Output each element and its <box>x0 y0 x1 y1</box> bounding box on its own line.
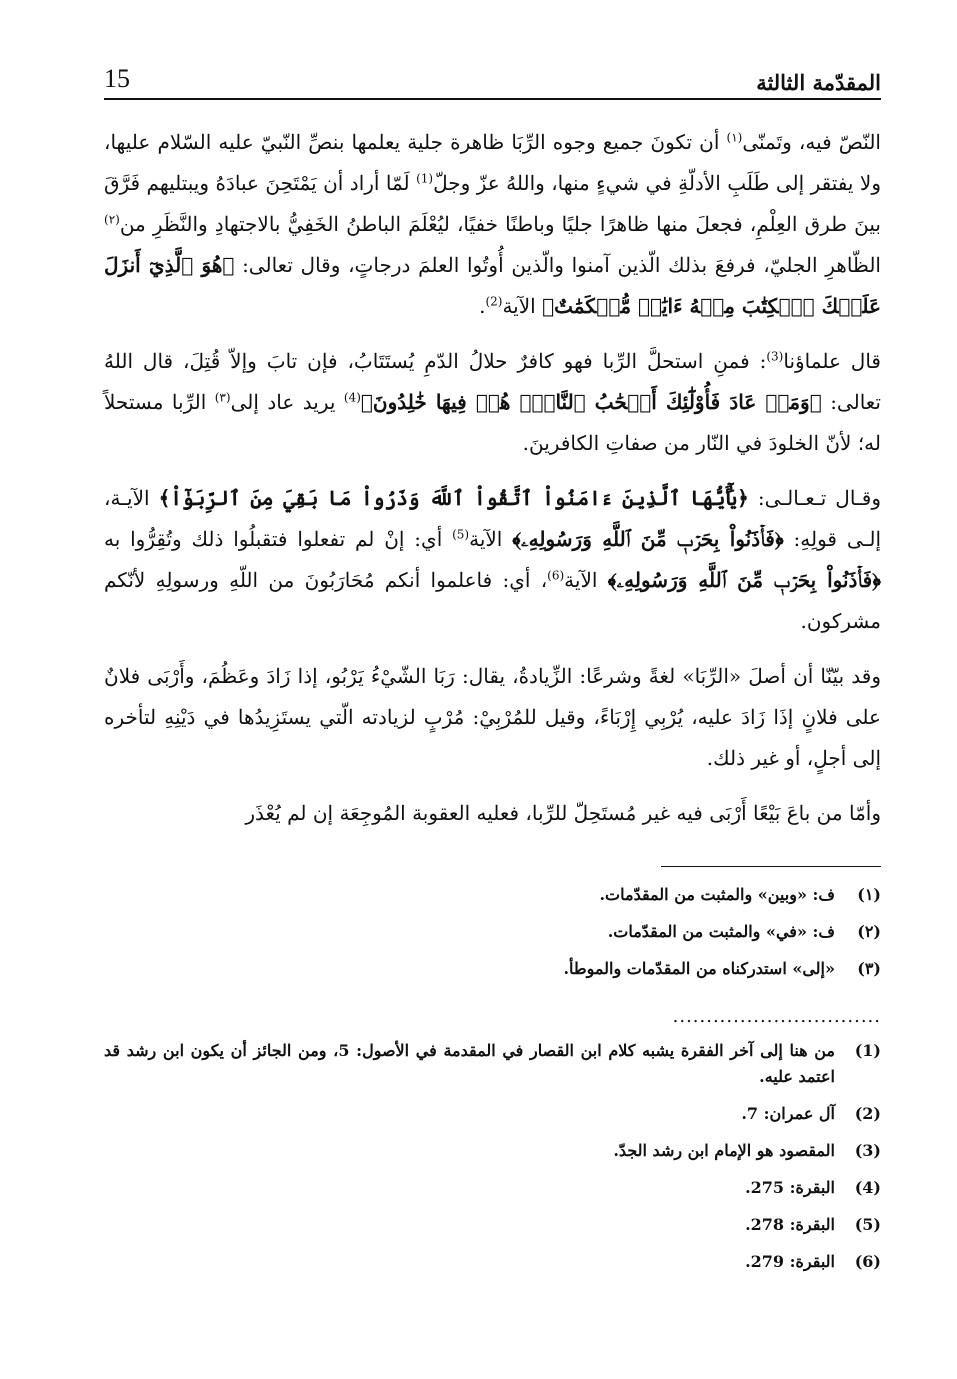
text-run: لَمّا أراد أن يَمْتَحِنَ عبادَهُ ويبتليهم فَرَّقَ بينَ طرق العِلْمِ، فجعلَ منها ظاهرًا جليًا وباطنًا خفيًا، ليُعْلَمَ الباطنُ الخَفِيُّ بالاجتهادِ والنَّظَرِ من <box>104 171 881 236</box>
running-header <box>104 64 881 100</box>
quran-verse: ﴿هُوَ ٱلَّذِيٓ أَنزَلَ عَلَيۡكَ ٱلۡكِتَٰبَ مِنۡهُ ءَايَٰتٞ مُّحۡكَمَٰتٌ﴾ <box>104 253 881 318</box>
footnote-ref: (1) <box>416 171 434 186</box>
text-run: أن تكونَ جميع وجوه الرِّبَا ظاهرة جلية يعلمها بنصِّ النّبيّ عليه السّلام عليها، ولا يفتقر إلى طَلَبِ الأدلّةِ في شيءٍ منها، واللهُ عزّ وجلّ <box>104 130 881 195</box>
quran-verse: ﴿وَمَنۡ عَادَ فَأُوْلَٰٓئِكَ أَصۡحَٰبُ ٱلنَّارِۖ هُمۡ فِيهَا خَٰلِدُونَ﴾ <box>360 390 822 414</box>
text-run: الظّاهرِ الجليّ، فرفعَ بذلك الّذين آمنوا والّذين أُوتُوا العلمَ درجاتٍ، وقال تعالى: <box>234 253 881 277</box>
text-run: الآية <box>469 527 513 551</box>
footnote-number: (1) <box>854 1041 881 1060</box>
editor-footnotes <box>104 1038 881 1286</box>
footnote-ref: (2) <box>485 294 503 309</box>
footnote-ref: (5) <box>452 527 470 542</box>
footnote-text: البقرة: 279. <box>745 1252 835 1271</box>
chapter-title: المقدّمة الثالثة <box>756 70 881 95</box>
footnote-number: (6) <box>854 1252 881 1271</box>
footnote-text: ف: «وبين» والمثبت من المقدّمات. <box>599 885 835 904</box>
text-run: الآية <box>564 568 608 592</box>
footnote-number: (٢) <box>857 922 881 941</box>
text-run: قال علماؤنا <box>783 349 881 373</box>
footnote-number: (٣) <box>857 959 881 978</box>
footnote-text: آل عمران: 7. <box>741 1104 835 1123</box>
footnote-ref: (6) <box>547 568 565 583</box>
footnote-number: (5) <box>854 1215 881 1234</box>
footnote-text: البقرة: 278. <box>745 1215 835 1234</box>
text-run: ، أي: فاعلموا أنكم مُحَارَبُونَ من اللّهِ ورسولِهِ لأنّكم مشركون. <box>104 568 881 633</box>
text-run: الآية <box>502 294 543 318</box>
paragraph-4: وقد بيّنّا أن أصلَ «الرِّبَا» لغةً وشرعًا: الزِّيادةُ، يقال: رَبَا الشّيْءُ يَرْبُو، إذا زَادَ وعَظُمَ، وأَرْبَى فلانٌ على فلانٍ إذَا زَادَ عليه، يُرْبِي إِرْبَاءً، وقيل للمُرْبِيْ: مُرْبٍ لزيادته الّتي يستَزِيدُها في دَيْنِهِ لتأخره إلى أجلٍ، أو غير ذلك. <box>104 664 881 770</box>
text-run: الآيـة، إلـى قولِهِ: <box>104 486 882 551</box>
footnote-text: ف: «في» والمثبت من المقدّمات. <box>607 922 835 941</box>
footnote <box>104 1249 881 1275</box>
paragraph-1 <box>104 122 881 327</box>
manuscript-footnotes <box>104 882 881 993</box>
footnote-ref: (4) <box>343 390 361 405</box>
quran-verse: ﴿يَٰٓأَيُّهَا ٱلَّذِينَ ءَامَنُواْ ٱتَّقُواْ ٱللَّهَ وَذَرُواْ مَا بَقِيَ مِنَ ٱلرِّبَوٰٓاْ﴾ <box>158 486 749 510</box>
main-text <box>104 122 881 848</box>
footnote-text: «إلى» استدركناه من المقدّمات والموطأ. <box>563 959 835 978</box>
footnote <box>104 1138 881 1164</box>
footnote-number: (2) <box>854 1104 881 1123</box>
footnote <box>104 956 881 982</box>
text-run: : فمنِ استحلَّ الرِّبا فهو كافرٌ حلالُ الدّمِ يُستَتَابُ، فإن تابَ وإلاّ قُتِلَ، قال اللهُ تعالى: <box>104 349 882 414</box>
footnote-text: البقرة: 275. <box>745 1178 835 1197</box>
paragraph-3 <box>104 478 881 642</box>
footnote-text: من هنا إلى آخر الفقرة يشبه كلام ابن القصار في المقدمة في الأصول: 5، ومن الجائز أن يكون ابن رشد قد اعتمد عليه. <box>104 1041 836 1086</box>
footnote-number: (3) <box>854 1141 881 1160</box>
footnote-ref: (٣) <box>214 390 231 405</box>
footnote-ref: (٢) <box>104 212 120 227</box>
paragraph-5: وأمّا من باعَ بَيْعًا أَرْبَى فيه غير مُستَحِلّ للرِّبا، فعليه العقوبة المُوجِعَة إن لم يُعْذَر <box>245 801 881 825</box>
text-run: . <box>479 294 486 318</box>
footnote-text: المقصود هو الإمام ابن رشد الجدّ. <box>613 1141 835 1160</box>
footnote <box>104 1212 881 1238</box>
quran-verse: ﴿فَأۡذَنُواْ بِحَرۡبٖ مِّنَ ٱللَّهِ وَرَسُولِهِۦ﴾ <box>607 568 881 592</box>
text-run: النّصّ فيه، وتَمنّى <box>742 130 881 154</box>
footnote <box>104 919 881 945</box>
footnote-number: (4) <box>854 1178 881 1197</box>
paragraph-2 <box>104 341 881 464</box>
footnote <box>104 882 881 908</box>
footnote-ref: (3) <box>766 349 784 364</box>
footnote-number: (١) <box>857 885 881 904</box>
page-number: 15 <box>104 64 130 93</box>
quran-verse: ﴿فَأۡذَنُواْ بِحَرۡبٖ مِّنَ ٱللَّهِ وَرَسُولِهِۦ﴾ <box>512 527 784 551</box>
footnote <box>104 1038 881 1090</box>
footnote <box>104 1175 881 1201</box>
footnote-ref: (١) <box>726 130 743 145</box>
text-run: أي: إنْ لم تفعلوا فتقبلُوا ذلك وتُقِرُّوا به <box>104 527 453 551</box>
footnote <box>104 1101 881 1127</box>
dotted-divider: ............................... <box>672 1006 881 1027</box>
text-run: وقـال تـعـالـى: <box>748 486 881 510</box>
text-run: يريد عاد إلى <box>230 390 344 414</box>
text-run: الرِّبا مستحلاً له؛ لأنّ الخلودَ في النّار من صفاتِ الكافرينَ. <box>104 390 881 455</box>
footnote-separator <box>661 866 881 867</box>
